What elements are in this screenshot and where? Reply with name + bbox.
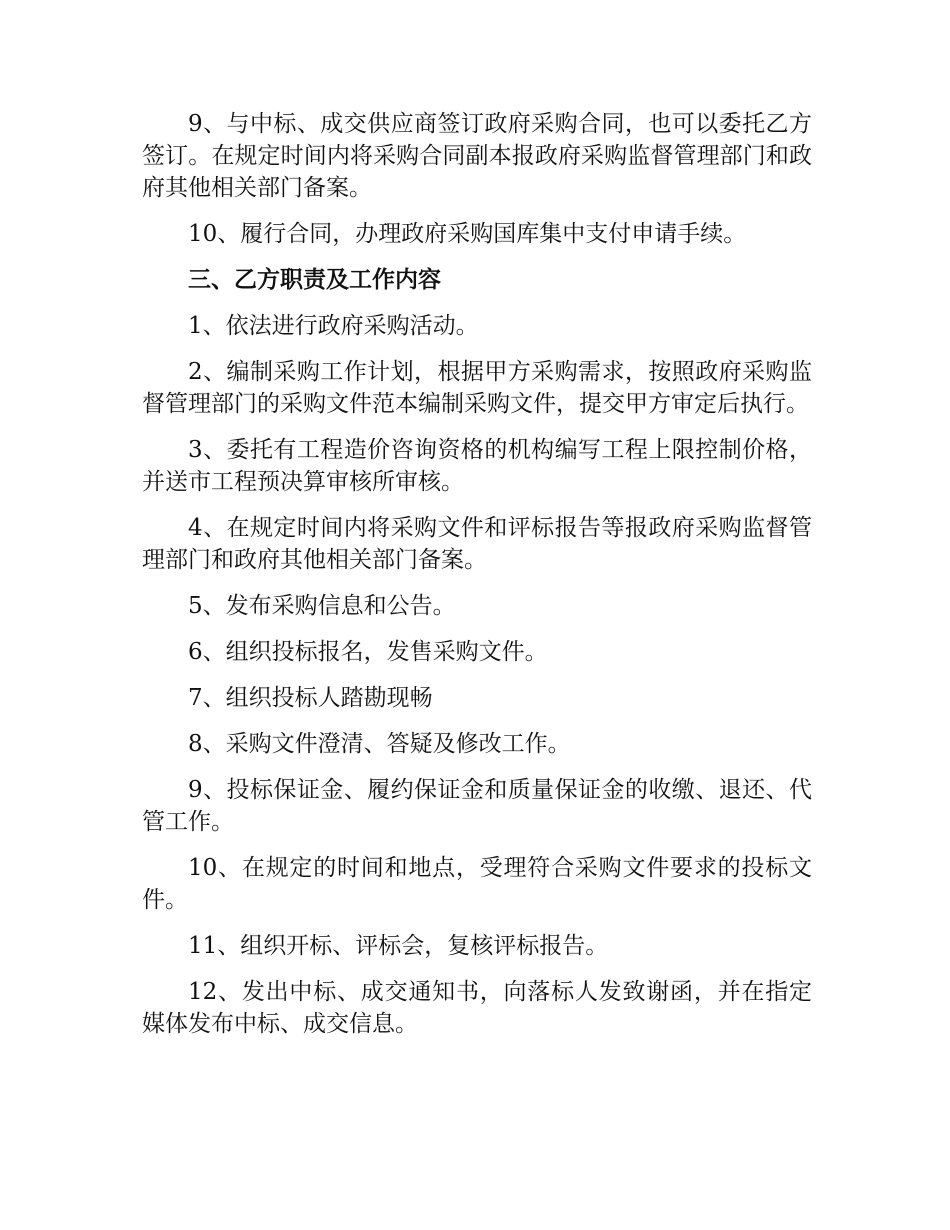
paragraph-b1: 1、依法进行政府采购活动。 — [188, 313, 479, 339]
paragraph-b11: 11、组织开标、评标会，复核评标报告。 — [188, 933, 609, 959]
paragraph-10-payment: 10、履行合同，办理政府采购国库集中支付申请手续。 — [188, 221, 747, 247]
paragraph-b6: 6、组织投标报名，发售采购文件。 — [188, 639, 548, 665]
paragraph-b9: 9、投标保证金、履约保证金和质量保证金的收缴、退还、代管工作。 — [142, 777, 812, 835]
document-page — [142, 108, 812, 1054]
paragraph-b2: 2、编制采购工作计划，根据甲方采购需求，按照政府采购监督管理部门的采购文件范本编制采购文件，提交甲方审定后执行。 — [142, 359, 812, 417]
paragraph-b10: 10、在规定的时间和地点，受理符合采购文件要求的投标文件。 — [142, 855, 812, 913]
paragraph-9-contract: 9、与中标、成交供应商签订政府采购合同，也可以委托乙方签订。在规定时间内将采购合同副本报政府采购监督管理部门和政府其他相关部门备案。 — [142, 111, 812, 201]
paragraph-b7: 7、组织投标人踏勘现畅 — [188, 685, 433, 711]
section-heading-party-b: 三、乙方职责及工作内容 — [188, 267, 441, 293]
paragraph-b8: 8、采购文件澄清、答疑及修改工作。 — [188, 731, 571, 757]
paragraph-b5: 5、发布采购信息和公告。 — [188, 593, 456, 619]
paragraph-b3: 3、委托有工程造价咨询资格的机构编写工程上限控制价格，并送市工程预决算审核所审核。 — [142, 437, 812, 495]
paragraph-b4: 4、在规定时间内将采购文件和评标报告等报政府采购监督管理部门和政府其他相关部门备案。 — [142, 515, 812, 573]
paragraph-b12: 12、发出中标、成交通知书，向落标人发致谢函，并在指定媒体发布中标、成交信息。 — [142, 979, 812, 1037]
